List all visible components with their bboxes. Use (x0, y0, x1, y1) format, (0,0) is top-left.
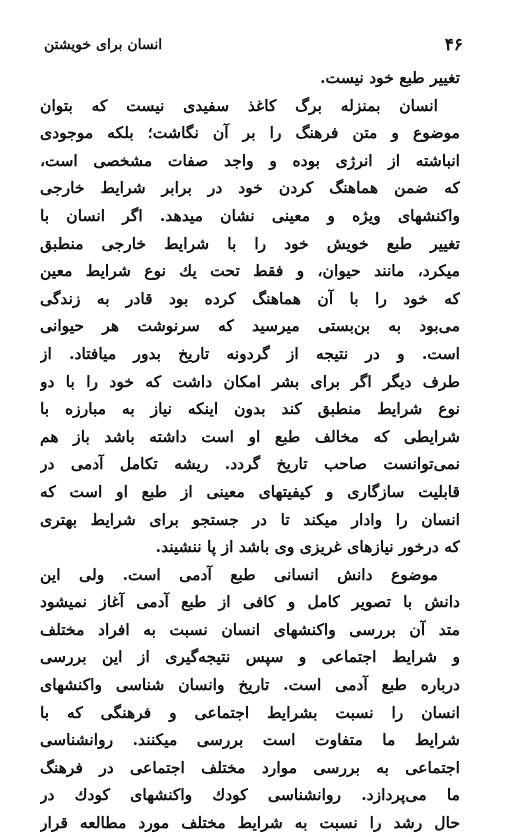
text-line: درباره طبع آدمی است. تاریخ وانسان شناسی واکنشهای (40, 675, 460, 695)
text-line: قابلیت سازگاری و کیفیتهای معینی از طبع او است که (40, 481, 460, 501)
text-line: که درخور نیازهای غریزی وی باشد از پا ننشیند. (155, 537, 460, 557)
text-line: ما می‌پردازد. روانشناسی کودك واکنشهای کودك در (40, 785, 460, 805)
text-line: حال رشد را نسبت به شرایط مختلف مورد مطالعه قرار (40, 813, 460, 833)
text-line: تغییر طبع خود نیست. (320, 68, 460, 87)
text-line: و شرایط اجتماعی و سپس نتیجه‌گیری از این بررسی (40, 647, 460, 667)
text-line: طرف دیگر اگر برای بشر امکان داشت که خود را با دو (40, 371, 460, 391)
text-line: انسان را وادار میکند تا در جستجو برای شرایط بهتری (40, 509, 460, 529)
text-line: اجتماعی به بررسی موارد مختلف اجتماعی در فرهنگ (40, 757, 460, 777)
page-header (44, 34, 463, 58)
text-line: انسان بمنزله برگ کاغذ سفیدی نیست که بتوان (40, 95, 438, 115)
text-line: متد آن بررسی واکنشهای انسان نسبت به افراد مختلف (40, 619, 460, 639)
text-line: دانش با تصویر کامل و کافی از طبع آدمی آغاز نمیشود (40, 592, 460, 612)
text-line: میکرد، مانند حیوان، و فقط تحت یك نوع شرایط معین (40, 261, 460, 281)
text-line: نمی‌توانست صاحب تاریخ گردد. ریشه تکامل آدمی در (40, 454, 460, 474)
running-title: انسان برای خویشتن (44, 37, 163, 53)
text-line: انباشته از انرژی بوده و واجد صفات مشخصی است، (40, 150, 460, 170)
text-line: که ضمن هماهنگ کردن خود در برابر شرایط خارجی (40, 178, 460, 198)
text-line: نوع شرایط منطبق کند بدون اینکه نیاز به مبارزه با (40, 399, 460, 419)
text-line: شرایط ما متفاوت است بررسی میکنند. روانشناسی (40, 730, 460, 750)
page-number: ۴۶ (444, 35, 463, 55)
text-line: واکنشهای ویژه و معینی نشان میدهد. اگر انسان با (40, 205, 460, 225)
text-line: تغییر طبع خویش خود را با شرایط خارجی منطبق (40, 233, 460, 253)
body-text (40, 64, 460, 837)
text-line: است. و در نتیجه از گردونه تاریخ بدور میافتاد. از (40, 343, 460, 363)
text-line: که خود را با آن هماهنگ کرده بود قادر به زندگی (40, 288, 460, 308)
text-line: می‌بود به بن‌بستی میرسید که سرنوشت هر حیوانی (40, 316, 460, 336)
text-line: موضوع دانش انسانی طبع آدمی است. ولی این (40, 564, 438, 584)
text-line: موضوع و متن فرهنگ را بر آن نگاشت؛ بلکه موجودی (40, 123, 460, 143)
text-line: شرایطی که مخالف طبع او است داشته باشد باز هم (40, 426, 460, 446)
text-line: انسان را نسبت بشرایط اجتماعی و فرهنگی که با (40, 702, 460, 722)
